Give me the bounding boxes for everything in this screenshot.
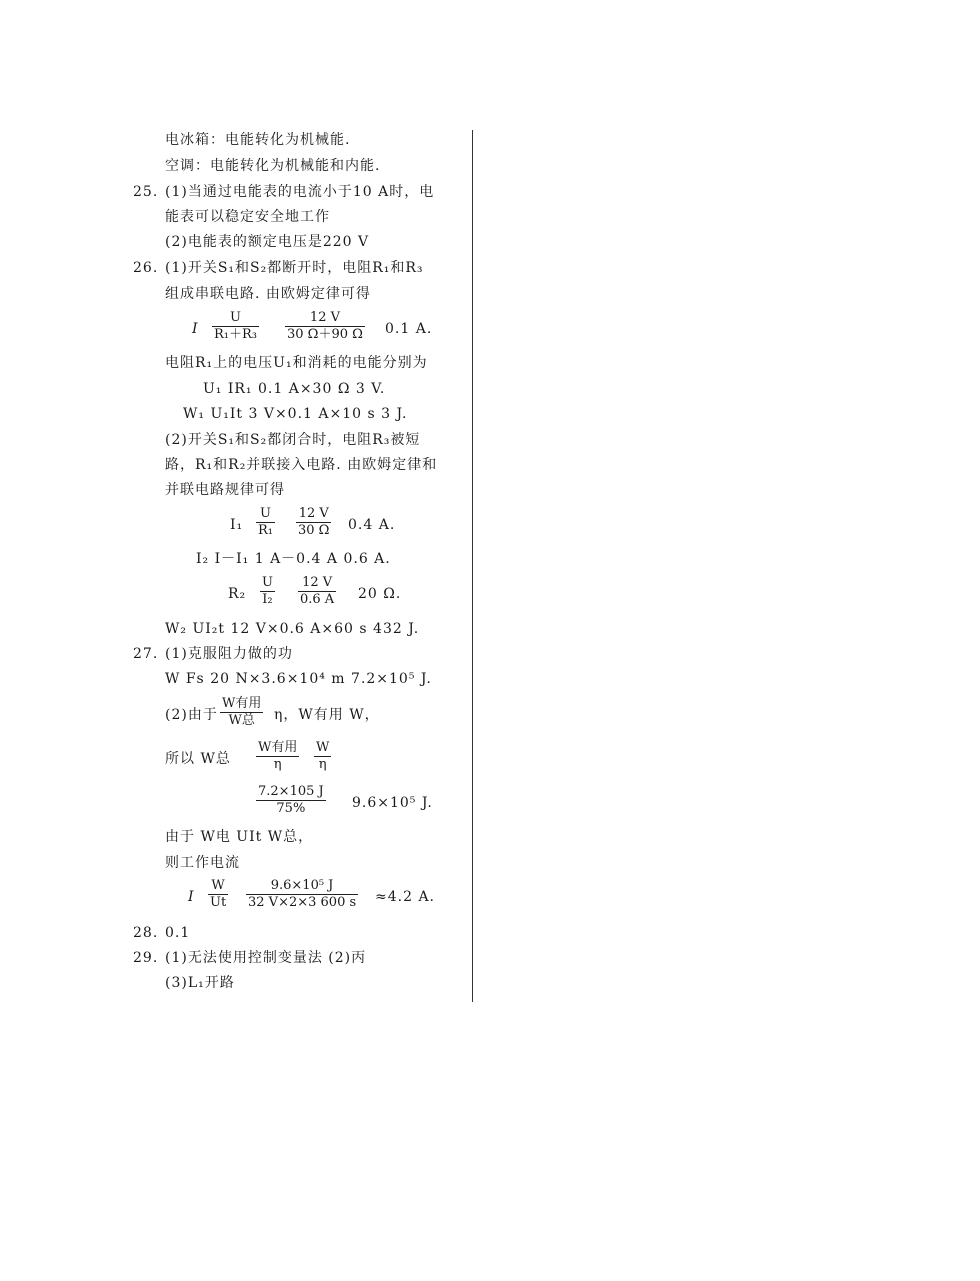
numerator: W有用 <box>258 740 298 755</box>
denominator: Ut <box>210 895 227 910</box>
text-line: 组成串联电路. 由欧姆定律可得 <box>165 286 371 302</box>
fraction <box>296 506 331 539</box>
denominator: 30 Ω <box>298 523 330 538</box>
equation-rhs: 0.1 A. <box>385 321 433 337</box>
numerator: 12 V <box>309 310 340 325</box>
equation-rhs: 0.4 A. <box>348 517 396 533</box>
denominator: 0.6 A <box>300 592 335 607</box>
numerator: U <box>230 310 241 325</box>
equation: W₂ UI₂t 12 V×0.6 A×60 s 432 J. <box>165 621 420 637</box>
column-divider <box>472 130 473 1002</box>
text-line: (2)开关S₁和S₂都闭合时，电阻R₃被短 <box>165 432 421 448</box>
text-fragment: η，W有用 W， <box>274 707 380 723</box>
fraction <box>256 506 275 539</box>
fraction <box>260 575 275 608</box>
denominator: R₁ <box>258 523 273 538</box>
equation: U₁ IR₁ 0.1 A×30 Ω 3 V. <box>203 381 386 397</box>
numerator: W <box>211 878 225 893</box>
denominator: 32 V×2×3 600 s <box>248 895 357 910</box>
text-line: 路，R₁和R₂并联接入电路. 由欧姆定律和 <box>165 457 438 473</box>
question-number: 26. <box>133 260 159 276</box>
text-line: 空调：电能转化为机械能和内能. <box>165 158 381 174</box>
text-fragment: (2)由于 <box>165 707 218 723</box>
question-number: 25. <box>133 184 159 200</box>
text-line: (3)L₁开路 <box>165 975 235 991</box>
text-line: 电冰箱：电能转化为机械能. <box>165 132 351 148</box>
text-line: 0.1 <box>165 925 191 941</box>
question-number: 27. <box>133 646 159 662</box>
numerator: 7.2×105 J <box>258 784 324 799</box>
fraction <box>285 310 365 343</box>
equation-rhs: 20 Ω. <box>358 586 402 602</box>
denominator: I₂ <box>262 592 273 607</box>
text-line: 并联电路规律可得 <box>165 482 285 498</box>
denominator: η <box>318 757 327 772</box>
equation-lhs: R₂ <box>228 586 247 602</box>
equation: W₁ U₁It 3 V×0.1 A×10 s 3 J. <box>183 406 408 422</box>
denominator: η <box>273 757 282 772</box>
equation: 由于 W电 UIt W总， <box>165 829 314 845</box>
text-line: (1)开关S₁和S₂都断开时，电阻R₁和R₃ <box>165 260 424 276</box>
fraction <box>314 740 331 773</box>
numerator: 12 V <box>298 506 329 521</box>
numerator: 12 V <box>302 575 333 590</box>
numerator: 9.6×10⁵ J <box>270 878 334 893</box>
equation: I₂ I－I₁ 1 A－0.4 A 0.6 A. <box>196 551 391 567</box>
text-line: (1)无法使用控制变量法 (2)丙 <box>165 950 367 966</box>
fraction <box>256 784 326 817</box>
text-line: (2)电能表的额定电压是220 V <box>165 234 370 250</box>
text-fragment: 所以 W总 <box>165 751 231 767</box>
denominator: 75% <box>276 801 306 816</box>
denominator: 30 Ω＋90 Ω <box>287 327 363 342</box>
numerator: U <box>260 506 271 521</box>
fraction <box>208 878 228 911</box>
question-number: 29. <box>133 950 159 966</box>
equation-lhs: I <box>192 321 199 337</box>
text-line: 电阻R₁上的电压U₁和消耗的电能分别为 <box>165 355 428 371</box>
numerator: U <box>262 575 273 590</box>
question-number: 28. <box>133 925 159 941</box>
equation-rhs: 9.6×10⁵ J. <box>352 795 433 811</box>
fraction <box>212 310 259 343</box>
denominator: R₁＋R₃ <box>214 327 257 342</box>
equation-lhs: I₁ <box>230 517 244 533</box>
fraction <box>298 575 336 608</box>
denominator: W总 <box>228 713 255 728</box>
fraction <box>246 878 358 911</box>
text-line: 则工作电流 <box>165 855 240 871</box>
equation-rhs: ≈4.2 A. <box>375 889 436 905</box>
numerator: W <box>316 740 330 755</box>
equation: W Fs 20 N×3.6×10⁴ m 7.2×10⁵ J. <box>165 671 432 687</box>
text-line: (1)克服阻力做的功 <box>165 646 293 662</box>
equation-lhs: I <box>188 889 195 905</box>
fraction <box>220 696 263 729</box>
numerator: W有用 <box>222 696 262 711</box>
fraction <box>256 740 299 773</box>
text-line: (1)当通过电能表的电流小于10 A时，电 <box>165 184 435 200</box>
text-line: 能表可以稳定安全地工作 <box>165 209 330 225</box>
